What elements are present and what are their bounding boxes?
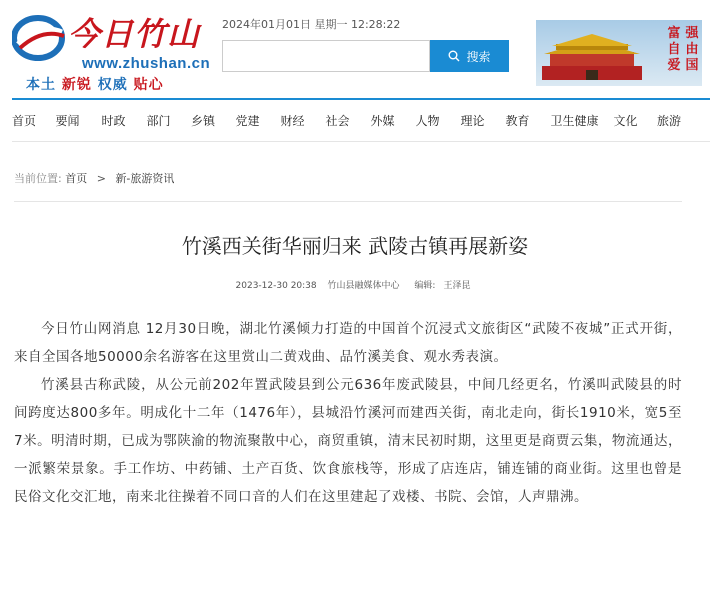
- search-button[interactable]: [430, 40, 509, 72]
- logo-emblem-icon: [12, 14, 70, 62]
- breadcrumb-divider: [14, 201, 682, 202]
- article-paragraph: 竹溪县古称武陵，从公元前202年置武陵县到公元636年废武陵县，中间几经更名，竹溪叫武陵县的时间跨度达800多年。明成化十二年（1476年），县城沿竹溪河而建西关街，南北走向，街长1910米，宽5至7米。明清时期，已成为鄂陕渝的物流聚散中心，商贸重镇，清末民初时期，这里更是商贾云集，物流通达，一派繁荣景象。手工作坊、中药铺、土产百货、饮食旅栈等，形成了店连店，铺连铺的商业街。这里也曾是民俗文化交汇地，南来北往操着不同口音的人们在这里建起了戏楼、书院、会馆，人声鼎沸。: [14, 377, 682, 505]
- article-body: [14, 315, 682, 511]
- nav-item[interactable]: 党建: [235, 114, 260, 128]
- nav-item[interactable]: 乡镇: [191, 114, 216, 128]
- banner-slogan-column: [666, 26, 682, 74]
- tiananmen-gate-image: [542, 34, 642, 80]
- article-meta: [0, 278, 710, 291]
- main-nav: [12, 98, 710, 142]
- breadcrumb: [14, 170, 174, 186]
- main-nav-list: [12, 100, 710, 141]
- banner-slogan-char: 国: [685, 58, 699, 73]
- nav-item[interactable]: 部门: [146, 114, 171, 128]
- nav-item[interactable]: 文化: [613, 114, 638, 128]
- banner-slogan: [666, 26, 702, 74]
- nav-item[interactable]: 社会: [325, 114, 350, 128]
- search-button-label: 搜索: [466, 49, 491, 64]
- banner-slogan-char: 富: [667, 26, 681, 41]
- banner-slogan-char: 爱: [667, 58, 681, 73]
- logo-slogan-part: 贴心: [133, 77, 164, 93]
- logo-url: www.zhushan.cn: [82, 55, 211, 72]
- nav-item[interactable]: 首页: [12, 114, 37, 128]
- logo-slogan: [26, 74, 164, 94]
- breadcrumb-prefix: 当前位置:: [14, 172, 62, 185]
- nav-item[interactable]: 时政: [101, 114, 126, 128]
- header-banner[interactable]: [536, 20, 702, 86]
- nav-item[interactable]: 理论: [460, 114, 485, 128]
- nav-item[interactable]: 人物: [415, 114, 440, 128]
- nav-item[interactable]: 外媒: [370, 114, 395, 128]
- search-input[interactable]: [223, 41, 429, 71]
- search-icon: [448, 50, 460, 62]
- banner-slogan-column: [684, 26, 700, 74]
- nav-item[interactable]: 教育: [505, 114, 530, 128]
- site-header: [0, 0, 710, 98]
- logo-slogan-part: 本土: [26, 77, 56, 93]
- site-logo[interactable]: [10, 10, 211, 93]
- breadcrumb-separator: >: [96, 172, 106, 185]
- nav-item[interactable]: 财经: [280, 114, 305, 128]
- article-editor: [410, 281, 474, 291]
- breadcrumb-home-link[interactable]: 首页: [65, 172, 88, 185]
- article-date: 2023-12-30 20:38: [235, 281, 317, 291]
- logo-slogan-part: 权威: [97, 77, 128, 93]
- article-paragraph: 今日竹山网消息 12月30日晚，湖北竹溪倾力打造的中国首个沉浸式文旅街区“武陵不夜城”正式开街，来自全国各地50000余名游客在这里赏山二黄戏曲、品竹溪美食、观水秀表演。: [14, 321, 682, 365]
- banner-slogan-char: 强: [685, 26, 699, 41]
- breadcrumb-current-link[interactable]: 新-旅游资讯: [115, 172, 175, 185]
- article-editor-name: 王泽昆: [443, 281, 471, 291]
- banner-slogan-char: 由: [685, 42, 699, 57]
- nav-item[interactable]: 要闻: [55, 114, 80, 128]
- current-datetime: 2024年01月01日 星期一 12:28:22: [222, 18, 401, 31]
- logo-title: 今日竹山: [68, 15, 201, 53]
- logo-slogan-part: 新锐: [61, 77, 92, 93]
- nav-item[interactable]: 旅游: [657, 114, 682, 128]
- banner-slogan-char: 自: [667, 42, 681, 57]
- article-title: 竹溪西关街华丽归来 武陵古镇再展新姿: [181, 234, 529, 258]
- nav-item[interactable]: 卫生健康: [550, 114, 599, 128]
- article-source: 竹山县融媒体中心: [327, 281, 400, 291]
- search-field[interactable]: [222, 40, 430, 72]
- article-editor-label: 编辑:: [414, 281, 436, 291]
